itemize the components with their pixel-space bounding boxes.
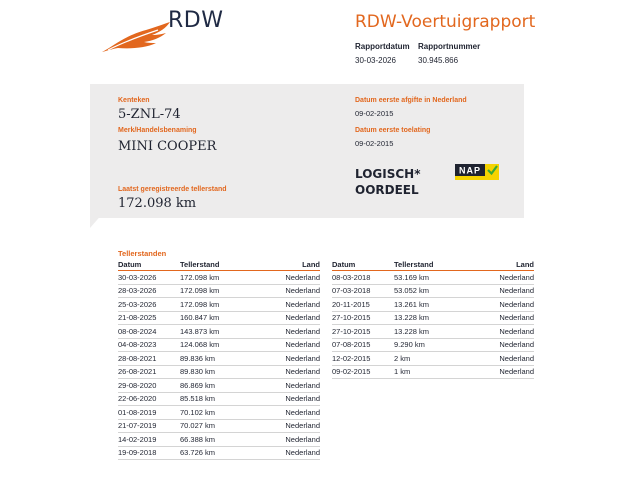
cell-datum: 30-03-2026: [118, 271, 180, 285]
cell-land: Nederland: [464, 284, 534, 298]
cell-land: Nederland: [250, 338, 320, 352]
cell-land: Nederland: [464, 271, 534, 285]
tellerstanden-table-right: [332, 260, 534, 379]
cell-datum: 27-10-2015: [332, 325, 394, 339]
merk-value: MINI COOPER: [118, 139, 217, 154]
header-datum: Datum: [118, 260, 180, 271]
cell-land: Nederland: [250, 365, 320, 379]
cell-land: Nederland: [250, 298, 320, 312]
cell-tellerstand: 53.052 km: [394, 284, 464, 298]
cell-datum: 21-08-2025: [118, 311, 180, 325]
cell-datum: 01-08-2019: [118, 406, 180, 420]
report-title: RDW-Voertuigrapport: [355, 12, 536, 32]
cell-land: Nederland: [250, 419, 320, 433]
cell-land: Nederland: [464, 311, 534, 325]
rapportnummer-block: [418, 42, 480, 65]
table-row: [332, 338, 534, 352]
cell-tellerstand: 172.098 km: [180, 298, 250, 312]
cell-tellerstand: 53.169 km: [394, 271, 464, 285]
cell-datum: 28-03-2026: [118, 284, 180, 298]
table-row: [118, 406, 320, 420]
cell-datum: 07-03-2018: [332, 284, 394, 298]
cell-datum: 22-06-2020: [118, 392, 180, 406]
cell-tellerstand: 172.098 km: [180, 271, 250, 285]
cell-tellerstand: 89.836 km: [180, 352, 250, 366]
panel-notch: [90, 212, 104, 228]
cell-land: Nederland: [464, 365, 534, 379]
cell-land: Nederland: [250, 352, 320, 366]
cell-land: Nederland: [250, 284, 320, 298]
cell-datum: 04-08-2023: [118, 338, 180, 352]
cell-datum: 29-08-2020: [118, 379, 180, 393]
cell-datum: 28-08-2021: [118, 352, 180, 366]
table-row: [118, 446, 320, 460]
cell-datum: 20-11-2015: [332, 298, 394, 312]
table-row: [118, 365, 320, 379]
cell-land: Nederland: [464, 325, 534, 339]
kenteken-value: 5-ZNL-74: [118, 107, 181, 122]
cell-land: Nederland: [464, 298, 534, 312]
table-row: [118, 419, 320, 433]
cell-tellerstand: 9.290 km: [394, 338, 464, 352]
nap-logo-icon: [455, 164, 499, 180]
rapportnummer-label: Rapportnummer: [418, 42, 481, 51]
rapportdatum-block: [355, 42, 410, 65]
table-header-row: [332, 260, 534, 271]
table-row: [332, 365, 534, 379]
tellerstand-value: 172.098 km: [118, 196, 197, 211]
header-tellerstand: Tellerstand: [394, 260, 464, 271]
table-row: [118, 338, 320, 352]
cell-land: Nederland: [250, 379, 320, 393]
cell-datum: 19-09-2018: [118, 446, 180, 460]
rapportdatum-value: 30-03-2026: [355, 56, 396, 65]
cell-tellerstand: 160.847 km: [180, 311, 250, 325]
table-row: [118, 284, 320, 298]
cell-land: Nederland: [250, 392, 320, 406]
cell-land: Nederland: [464, 352, 534, 366]
cell-land: Nederland: [250, 311, 320, 325]
cell-land: Nederland: [250, 271, 320, 285]
table-row: [118, 392, 320, 406]
cell-tellerstand: 89.830 km: [180, 365, 250, 379]
cell-land: Nederland: [250, 446, 320, 460]
cell-datum: 21-07-2019: [118, 419, 180, 433]
table-row: [118, 298, 320, 312]
rapportdatum-label: Rapportdatum: [355, 42, 410, 51]
brand-name: RDW: [168, 8, 224, 33]
cell-datum: 25-03-2026: [118, 298, 180, 312]
cell-land: Nederland: [464, 338, 534, 352]
cell-tellerstand: 86.869 km: [180, 379, 250, 393]
nap-text: NAP: [458, 165, 482, 176]
cell-land: Nederland: [250, 325, 320, 339]
table-row: [332, 284, 534, 298]
table-row: [332, 352, 534, 366]
header-land: Land: [464, 260, 534, 271]
cell-tellerstand: 70.102 km: [180, 406, 250, 420]
cell-datum: 09-02-2015: [332, 365, 394, 379]
toelating-label: Datum eerste toelating: [355, 127, 431, 134]
cell-datum: 26-08-2021: [118, 365, 180, 379]
cell-tellerstand: 143.873 km: [180, 325, 250, 339]
table-row: [118, 433, 320, 447]
cell-tellerstand: 63.726 km: [180, 446, 250, 460]
table-row: [332, 271, 534, 285]
cell-tellerstand: 66.388 km: [180, 433, 250, 447]
cell-tellerstand: 172.098 km: [180, 284, 250, 298]
tellerstanden-title: Tellerstanden: [118, 249, 167, 258]
cell-tellerstand: 13.228 km: [394, 311, 464, 325]
cell-tellerstand: 85.518 km: [180, 392, 250, 406]
cell-datum: 07-08-2015: [332, 338, 394, 352]
table-header-row: [118, 260, 320, 271]
rapportnummer-value: 30.945.866: [418, 56, 459, 65]
header-tellerstand: Tellerstand: [180, 260, 250, 271]
table-row: [118, 271, 320, 285]
cell-tellerstand: 13.228 km: [394, 325, 464, 339]
kenteken-label: Kenteken: [118, 97, 150, 104]
cell-datum: 12-02-2015: [332, 352, 394, 366]
cell-land: Nederland: [250, 406, 320, 420]
cell-land: Nederland: [250, 433, 320, 447]
cell-datum: 08-03-2018: [332, 271, 394, 285]
cell-datum: 14-02-2019: [118, 433, 180, 447]
table-row: [332, 298, 534, 312]
oordeel-line-1: LOGISCH*: [355, 167, 421, 181]
afgifte-value: 09-02-2015: [355, 109, 394, 118]
logisch-oordeel: [355, 166, 421, 198]
cell-datum: 27-10-2015: [332, 311, 394, 325]
header-datum: Datum: [332, 260, 394, 271]
tellerstanden-table-left: [118, 260, 320, 460]
tellerstand-label: Laatst geregistreerde tellerstand: [118, 186, 227, 193]
cell-tellerstand: 70.027 km: [180, 419, 250, 433]
table-row: [118, 352, 320, 366]
table-row: [118, 379, 320, 393]
cell-tellerstand: 124.068 km: [180, 338, 250, 352]
cell-tellerstand: 1 km: [394, 365, 464, 379]
table-row: [118, 311, 320, 325]
table-row: [332, 325, 534, 339]
cell-datum: 08-08-2024: [118, 325, 180, 339]
afgifte-label: Datum eerste afgifte in Nederland: [355, 97, 467, 104]
table-row: [332, 311, 534, 325]
merk-label: Merk/Handelsbenaming: [118, 127, 197, 134]
table-row: [118, 325, 320, 339]
rdw-logo-icon: [100, 22, 172, 54]
header-land: Land: [250, 260, 320, 271]
cell-tellerstand: 13.261 km: [394, 298, 464, 312]
toelating-value: 09-02-2015: [355, 139, 394, 148]
oordeel-line-2: OORDEEL: [355, 183, 419, 197]
cell-tellerstand: 2 km: [394, 352, 464, 366]
